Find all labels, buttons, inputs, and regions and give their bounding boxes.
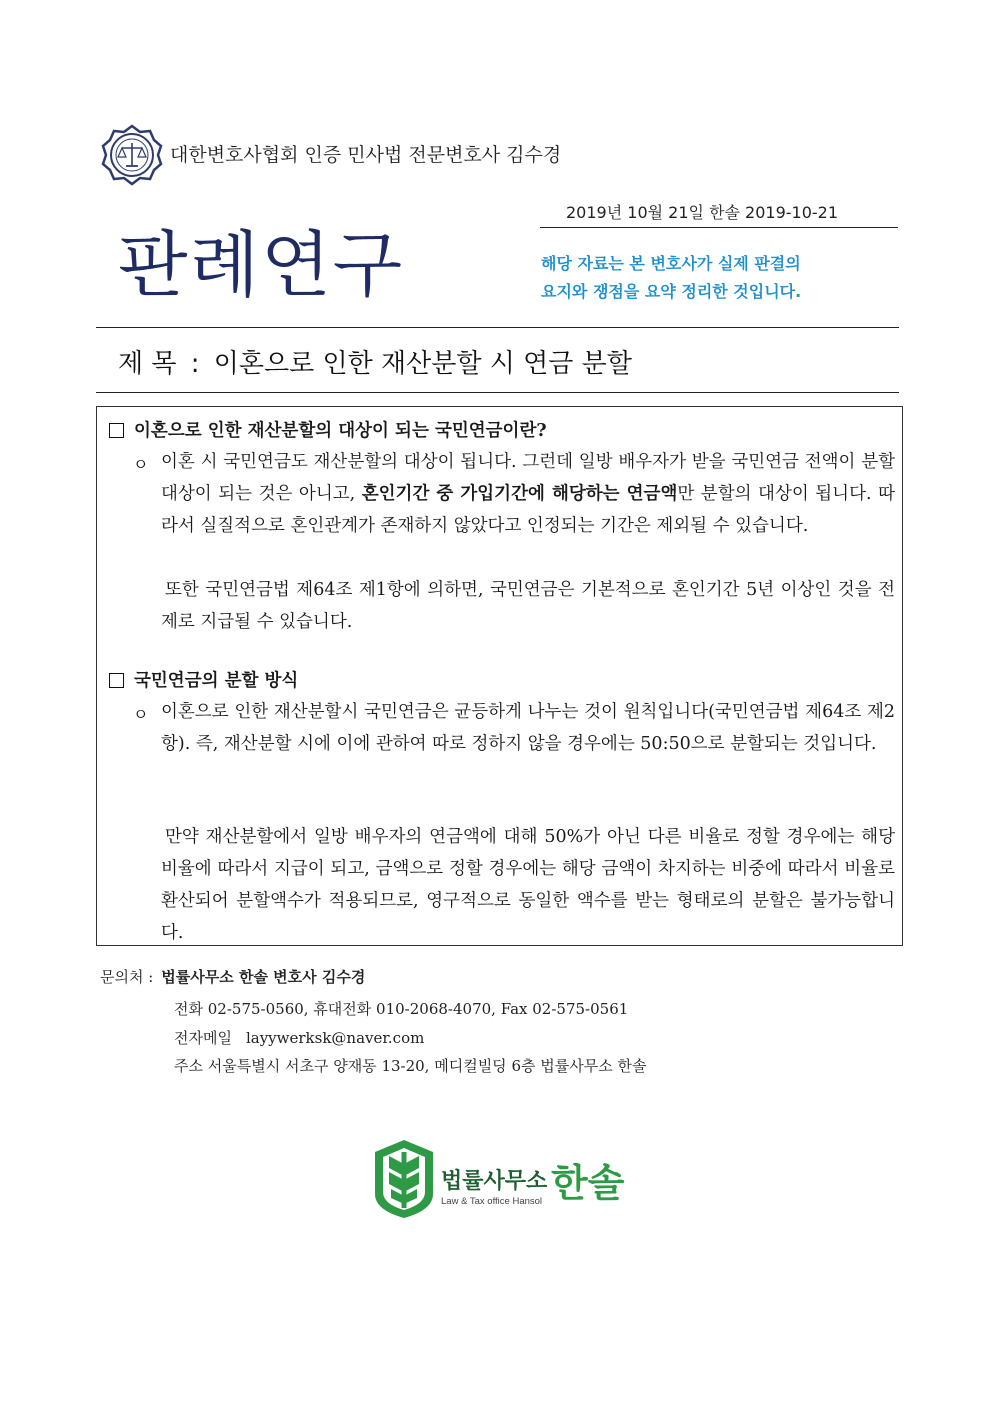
contact-email[interactable]: layywerksk@naver.com <box>245 1029 425 1047</box>
hansol-logo <box>373 1138 623 1220</box>
date-line: 2019년 10월 21일 한솔 2019-10-21 <box>540 200 898 228</box>
checkbox-square-icon <box>109 423 124 438</box>
notice-text <box>541 250 801 306</box>
section-2-paragraph-1: 이혼으로 인한 재산분할시 국민연금은 균등하게 나누는 것이 원칙입니다(국민연금법 제64조 제2항). 즉, 재산분할 시에 이에 관하여 따로 정하지 않을 경우에는 50:50으로 분할되는 것입니다. <box>161 702 895 754</box>
section-1-paragraph-2: 또한 국민연금법 제64조 제1항에 의하면, 국민연금은 기본적으로 혼인기간 5년 이상인 것을 전제로 지급될 수 있습니다. <box>161 580 895 632</box>
logo-name-small: 법률사무소 <box>441 1169 548 1194</box>
logo-name-big: 한솔 <box>551 1161 625 1205</box>
contact-email-line <box>174 1027 424 1048</box>
subject-separator: : <box>190 349 200 379</box>
contact-firm: 법률사무소 한솔 변호사 김수경 <box>161 968 366 986</box>
contact-label: 문의처 : <box>100 968 154 986</box>
divider-top <box>96 327 899 328</box>
content-box <box>96 406 903 946</box>
section-1-p1-text-b: 만 분할의 대상이 됩니다. 따라서 실질적으로 혼인관계가 존재하지 않았다고 인정되는 기간은 제외될 수 있습니다. <box>161 484 895 536</box>
contact-header <box>100 966 365 987</box>
bar-association-seal-icon <box>101 124 163 186</box>
section-2-heading <box>109 667 298 692</box>
leaf-emblem-icon <box>373 1138 435 1220</box>
section-2-bullet: ㅇ <box>133 705 149 724</box>
divider-bottom <box>96 392 899 393</box>
section-1-bullet: ㅇ <box>133 455 149 474</box>
subject-label: 제 목 <box>118 349 177 379</box>
subject-line <box>118 343 632 380</box>
section-1-heading <box>109 417 547 442</box>
section-1-p1-emphasis: 혼인기간 중 가입기간에 해당하는 연금액 <box>361 484 678 504</box>
contact-email-label: 전자메일 <box>174 1029 232 1047</box>
section-2-heading-text: 국민연금의 분할 방식 <box>134 671 299 691</box>
section-1-p1-text-a: 이혼 시 국민연금도 재산분할의 대상이 됩니다. 그런데 일방 배우자가 받을 국민연금 전액이 분할대상이 되는 것은 아니고, <box>161 452 895 504</box>
section-1-heading-text: 이혼으로 인한 재산분할의 대상이 되는 국민연금이란? <box>134 421 547 441</box>
certification-line: 대한변호사협회 인증 민사법 전문변호사 김수경 <box>170 144 562 166</box>
subject-title: 이혼으로 인한 재산분할 시 연금 분할 <box>213 349 632 379</box>
checkbox-square-icon <box>109 673 124 688</box>
notice-line-2: 요지와 쟁점을 요약 정리한 것입니다. <box>541 282 802 301</box>
contact-address: 주소 서울특별시 서초구 양재동 13-20, 메디컬빌딩 6층 법률사무소 한솔 <box>174 1057 647 1075</box>
document-type-title: 판례연구 <box>118 223 405 307</box>
section-1-paragraph-1 <box>161 446 895 542</box>
logo-english-name: Law & Tax office Hansol <box>441 1196 543 1207</box>
section-2-paragraph-2: 만약 재산분할에서 일방 배우자의 연금액에 대해 50%가 아닌 다른 비율로 정할 경우에는 해당 비율에 따라서 지급이 되고, 금액으로 정할 경우에는 해당 금액이 차지하는 비중에 따라서 비율로 환산되어 분할액수가 적용되므로, 영구적으로 동일한 액수를 받는 형태로의 분할은 불가능합니다. <box>161 827 895 943</box>
notice-line-1: 해당 자료는 본 변호사가 실제 판결의 <box>541 254 801 273</box>
contact-phone: 전화 02-575-0560, 휴대전화 010-2068-4070, Fax 02-575-0561 <box>174 1000 629 1018</box>
